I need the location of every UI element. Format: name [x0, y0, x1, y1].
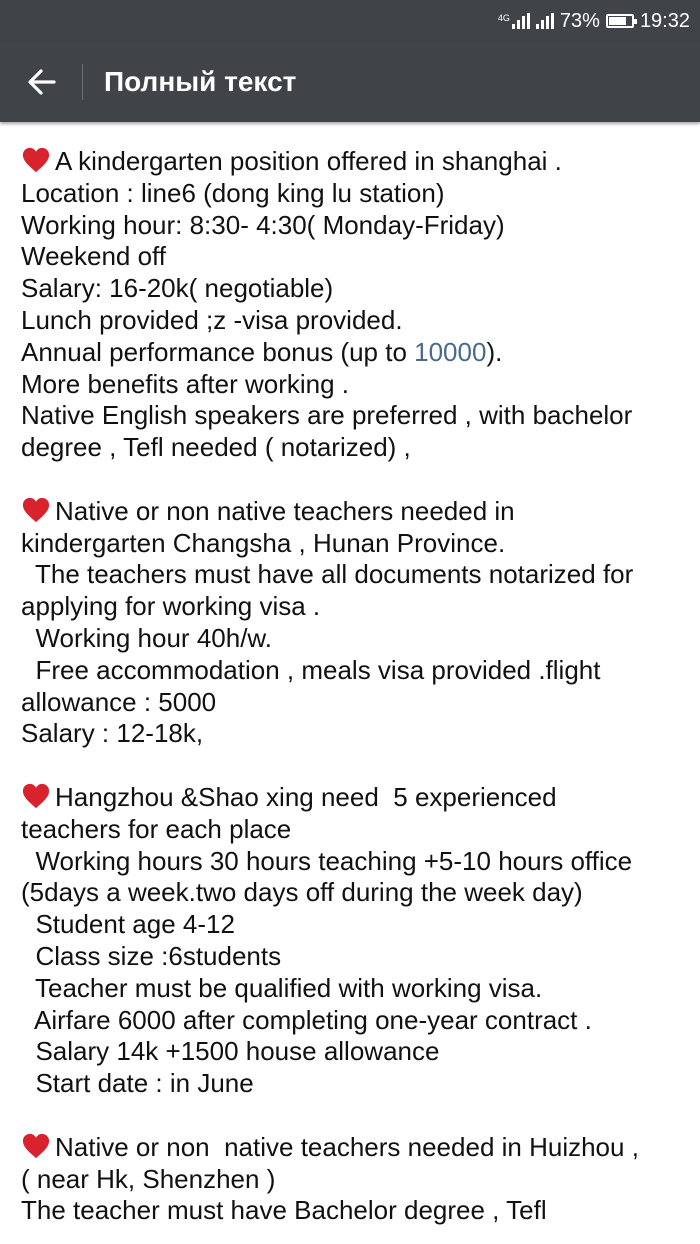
post-line [21, 1195, 691, 1227]
battery-icon [606, 14, 634, 28]
post-line [21, 941, 691, 973]
post-line [21, 909, 691, 941]
signal-icon-2 [536, 13, 554, 29]
line-text: Working hours 30 hours teaching +5-10 hours office [21, 845, 633, 876]
post-line [21, 1164, 691, 1196]
line-text: Class size :6students [21, 940, 282, 971]
line-text: The teacher must have Bachelor degree , Tefl [21, 1195, 547, 1226]
line-text: Location : line6 (dong king lu station) [21, 177, 445, 208]
post-line [21, 814, 691, 846]
line-text: More benefits after working . [21, 368, 350, 399]
post-heading-line [21, 1132, 691, 1164]
line-text: Lunch provided ;z -visa provided. [21, 304, 403, 335]
status-bar [0, 0, 700, 42]
post-line [21, 432, 691, 464]
post-text [21, 146, 691, 1227]
blank-line [21, 464, 691, 496]
app-bar [0, 42, 700, 122]
blank-line [21, 750, 691, 782]
blank-line [21, 1100, 691, 1132]
post-heading-line [21, 496, 691, 528]
line-text: The teachers must have all documents notarized for [21, 559, 634, 590]
post-line [21, 241, 691, 273]
post-line [21, 1005, 691, 1037]
line-text: Native or non native teachers needed in Huizhou , [55, 1131, 639, 1162]
line-text: (5days a week.two days off during the week day) [21, 877, 583, 908]
post-line [21, 559, 691, 591]
heart-icon [21, 782, 51, 810]
line-text: Annual performance bonus (up to [21, 336, 415, 367]
post-line [21, 623, 691, 655]
line-text: Working hour 40h/w. [21, 622, 272, 653]
line-text: teachers for each place [21, 813, 292, 844]
post-line [21, 973, 691, 1005]
line-text: Salary 14k +1500 house allowance [21, 1036, 440, 1067]
post-line [21, 591, 691, 623]
line-text: applying for working visa . [21, 591, 321, 622]
line-text: Working hour: 8:30- 4:30( Monday-Friday) [21, 209, 505, 240]
line-text: Start date : in June [21, 1068, 254, 1099]
line-text: kindergarten Changsha , Hunan Province. [21, 527, 506, 558]
post-heading-line [21, 146, 691, 178]
line-text: Weekend off [21, 241, 167, 272]
post-line [21, 369, 691, 401]
line-text: Free accommodation , meals visa provided .flight [21, 654, 601, 685]
line-text: degree , Tefl needed ( notarized) , [21, 432, 411, 463]
post-line [21, 400, 691, 432]
post-heading-line [21, 782, 691, 814]
post-line [21, 718, 691, 750]
post-line [21, 337, 691, 369]
post-line [21, 273, 691, 305]
post-line [21, 655, 691, 687]
heart-icon [21, 1132, 51, 1160]
line-text: Native English speakers are preferred , with bachelor [21, 400, 633, 431]
line-text: Teacher must be qualified with working visa. [21, 972, 543, 1003]
heart-icon [21, 496, 51, 524]
post-line [21, 305, 691, 337]
post-line [21, 877, 691, 909]
line-text: Native or non native teachers needed in [55, 495, 515, 526]
number-link[interactable]: 10000 [414, 336, 487, 367]
line-text: allowance : 5000 [21, 686, 217, 717]
clock: 19:32 [639, 9, 690, 32]
line-text: Student age 4-12 [21, 909, 235, 940]
line-text: ( near Hk, Shenzhen ) [21, 1163, 276, 1194]
post-line [21, 1036, 691, 1068]
line-text-tail: ). [486, 336, 503, 367]
line-text: Hangzhou &Shao xing need 5 experienced [55, 781, 557, 812]
post-line [21, 528, 691, 560]
arrow-left-icon [27, 67, 57, 97]
post-line [21, 1068, 691, 1100]
post-line [21, 846, 691, 878]
post-line [21, 687, 691, 719]
app-bar-divider [82, 64, 83, 100]
line-text: A kindergarten position offered in shanghai . [55, 146, 562, 176]
heart-icon [21, 146, 51, 174]
line-text: Salary: 16-20k( negotiable) [21, 273, 334, 304]
line-text: Salary : 12-18k, [21, 718, 204, 749]
network-type: 4G [497, 13, 510, 23]
battery-percent: 73% [559, 9, 600, 32]
line-text: Airfare 6000 after completing one-year contract . [21, 1004, 592, 1035]
back-button[interactable] [20, 60, 64, 104]
post-line [21, 210, 691, 242]
page-title: Полный текст [104, 66, 297, 97]
post-line [21, 178, 691, 210]
signal-icon [512, 13, 530, 29]
